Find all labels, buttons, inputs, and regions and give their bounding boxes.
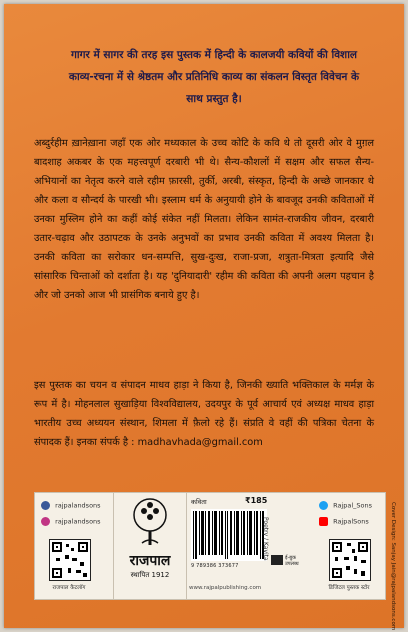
- tagline: गागर में सागर की तरह इस पुस्तक में हिन्दी के कालजयी कवियों की विशाल काव्य-रचना में से श्रेष्ठतम और प्रतिनिधि काव्य का संकलन विस्तृत विवेचन के साथ प्रस्तुत है।: [68, 49, 360, 105]
- qr-right-caption: डिजिटल पुस्तक स्टोर: [328, 585, 370, 591]
- cover-design-credit: Cover Design: Sanjay Jain@rajpalandsons.com: [390, 502, 396, 631]
- facebook-icon: [41, 501, 50, 510]
- qr-code-left: [49, 539, 91, 581]
- price-label: ₹185: [245, 496, 268, 505]
- twitter-link[interactable]: Rajpal_Sons: [319, 501, 372, 510]
- category-label: कविता: [191, 498, 207, 506]
- publisher-name: राजपाल: [129, 553, 171, 569]
- facebook-link[interactable]: rajpalandsons: [41, 501, 101, 510]
- back-cover: [4, 4, 404, 631]
- ebook-icon: [271, 555, 283, 565]
- tree-logo-icon: [114, 493, 186, 551]
- twitter-icon: [319, 501, 328, 510]
- instagram-link[interactable]: rajpalandsons: [41, 517, 101, 526]
- instagram-icon: [41, 517, 50, 526]
- editor-email[interactable]: madhavhada@gmail.com: [137, 437, 263, 448]
- footer-right-column: [315, 493, 385, 599]
- barcode-area: [187, 495, 307, 583]
- editor-text: इस पुस्तक का चयन व संपादन माधव हाड़ा ने किया है, जिनकी ख्याति भक्तिकाल के मर्मज्ञ के रूप में है। मोहनलाल सुखाड़िया विश्वविद्यालय, उदयपुर के पूर्व आचार्य एवं अध्यक्ष माधव हाड़ा भारतीय उच्च अध्ययन संस्थान, शिमला में फ़ैलो रहे हैं। संप्रति वे वहीं की पत्रिका चेतना के संपादक हैं। इनका संपर्क है :: [34, 380, 374, 448]
- youtube-icon: [319, 517, 328, 526]
- qr-code-right: [329, 539, 371, 581]
- ebook-label: ई-बुक उपलब्ध: [285, 555, 299, 567]
- publisher-logo: [113, 493, 187, 599]
- poetry-label: Poetry / Kavita: [262, 517, 269, 561]
- publisher-established: स्थापित 1912: [130, 571, 170, 579]
- description-paragraph-1: अब्दुर्रहीम ख़ानेख़ाना जहाँ एक ओर मध्यकाल के उच्च कोटि के कवि थे तो दूसरी ओर वे मुग़ल बादशाह अकबर के एक महत्त्वपूर्ण दरबारी भी थे। सैन्य-कौशलों में सक्षम और सफल सैन्य-अभियानों का नेतृत्व करने वाले रहीम फ़ारसी, तुर्की, अरबी, संस्कृत, हिन्दी के अच्छे जानकार थे और कला व सौन्दर्य के पारखी भी। इस्लाम धर्म के अनुयायी होने के बावजूद उनकी कविताओं में उनका मुस्लिम होने का कहीं कोई संकेत नहीं मिलता। लेकिन सामंत-राजकीय जीवन, दरबारी उतार-चढ़ाव और उठापटक के उनके अनुभवों का प्रभाव उनकी कविता में अवश्य मिलता है। उनकी कविता का सरोकार धन-सम्पत्ति, सुख-दुःख, राजा-प्रजा, शत्रुता-मित्रता इत्यादि जैसे सांसारिक चिन्ताओं को दर्शाता है। यह 'दुनियादारी' रहीम की कविता की अपनी अलग पहचान है और जो उनको आज भी प्रासंगिक बनाये हुए है।: [34, 138, 374, 301]
- footer-left-column: [35, 493, 113, 599]
- publisher-footer: [34, 492, 386, 600]
- isbn-number: 9 789386 373677: [191, 563, 239, 569]
- youtube-link[interactable]: RajpalSons: [319, 517, 369, 526]
- publisher-website[interactable]: www.rajpalpublishing.com: [189, 585, 262, 591]
- isbn-barcode: [191, 509, 267, 561]
- editor-paragraph: [34, 376, 374, 452]
- qr-left-caption: राजपाल कैटलॉग: [52, 585, 86, 591]
